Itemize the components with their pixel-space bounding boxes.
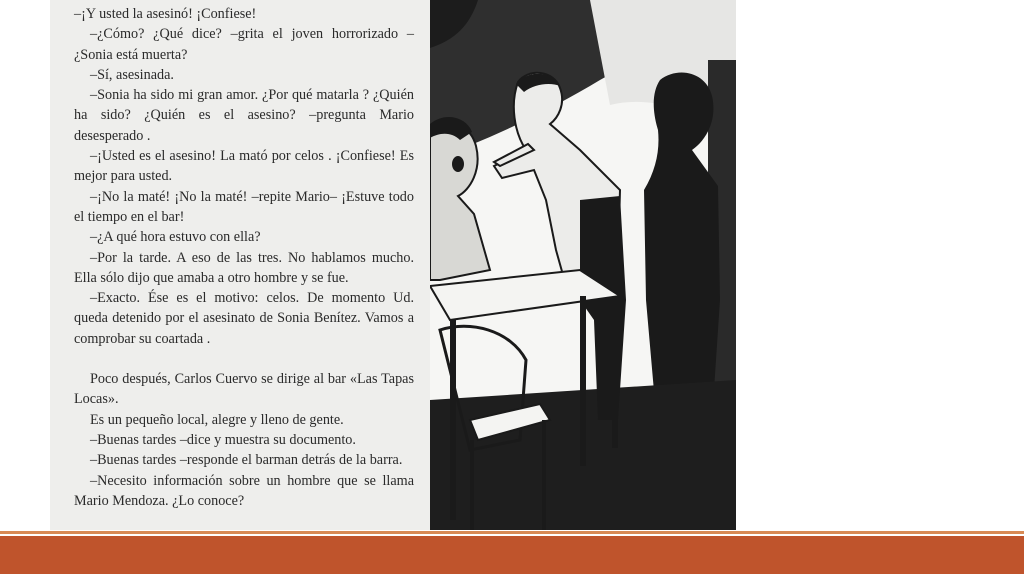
dialogue-line: –Buenas tardes –responde el barman detrás de la barra. xyxy=(90,452,403,469)
narrative-line: Es un pequeño local, alegre y lleno de gente. xyxy=(90,411,344,428)
table-leg xyxy=(580,296,586,466)
dialogue-line: –Buenas tardes –dice y muestra su documento. xyxy=(90,431,356,448)
table-leg xyxy=(612,298,618,448)
seated-young-man xyxy=(430,124,490,280)
shouting-mouth xyxy=(452,156,464,172)
dialogue-line: –¡No la maté! ¡No la maté! –repite Mario– ¡Estuve todo el tiempo en el bar! xyxy=(74,188,414,225)
narrative-line: Poco después, Carlos Cuervo se dirige al bar «Las Tapas Locas». xyxy=(74,371,414,408)
interrogation-scene xyxy=(430,0,736,530)
dialogue-line: –Sí, asesinada. xyxy=(90,66,174,83)
dialogue-line: –Exacto. Ése es el motivo: celos. De momento Ud. queda detenido por el asesinato de Sonia Benítez. Vamos a comprobar su coartada . xyxy=(74,290,414,347)
dialogue-line: –¡Y usted la asesinó! ¡Confiese! xyxy=(74,6,257,22)
story-text xyxy=(74,4,414,511)
paragraph-gap xyxy=(74,349,414,369)
dialogue-line: –¡Usted es el asesino! La mató por celos . ¡Confiese! Es mejor para usted. xyxy=(74,148,414,185)
dialogue-line: –¿Cómo? ¿Qué dice? –grita el joven horrorizado – ¿Sonia está muerta? xyxy=(74,26,414,63)
footer-bar xyxy=(0,536,1024,574)
table-leg xyxy=(450,320,456,520)
detective-trousers xyxy=(580,196,626,420)
dialogue-line: –Por la tarde. A eso de las tres. No hablamos mucho. Ella sólo dijo que amaba a otro hombre y se fue. xyxy=(74,249,414,286)
dialogue-line: –Necesito información sobre un hombre que se llama Mario Mendoza. ¿Lo conoce? xyxy=(74,472,414,509)
footer-accent-line xyxy=(0,531,1024,534)
dialogue-line: –¿A qué hora estuvo con ella? xyxy=(90,229,261,246)
interrogation-illustration xyxy=(430,0,736,530)
chair-leg xyxy=(470,440,474,530)
dialogue-line: –Sonia ha sido mi gran amor. ¿Por qué matarla ? ¿Quién ha sido? ¿Quién es el asesino? –pregunta Mario desesperado . xyxy=(74,87,414,144)
chair-leg xyxy=(542,420,546,530)
